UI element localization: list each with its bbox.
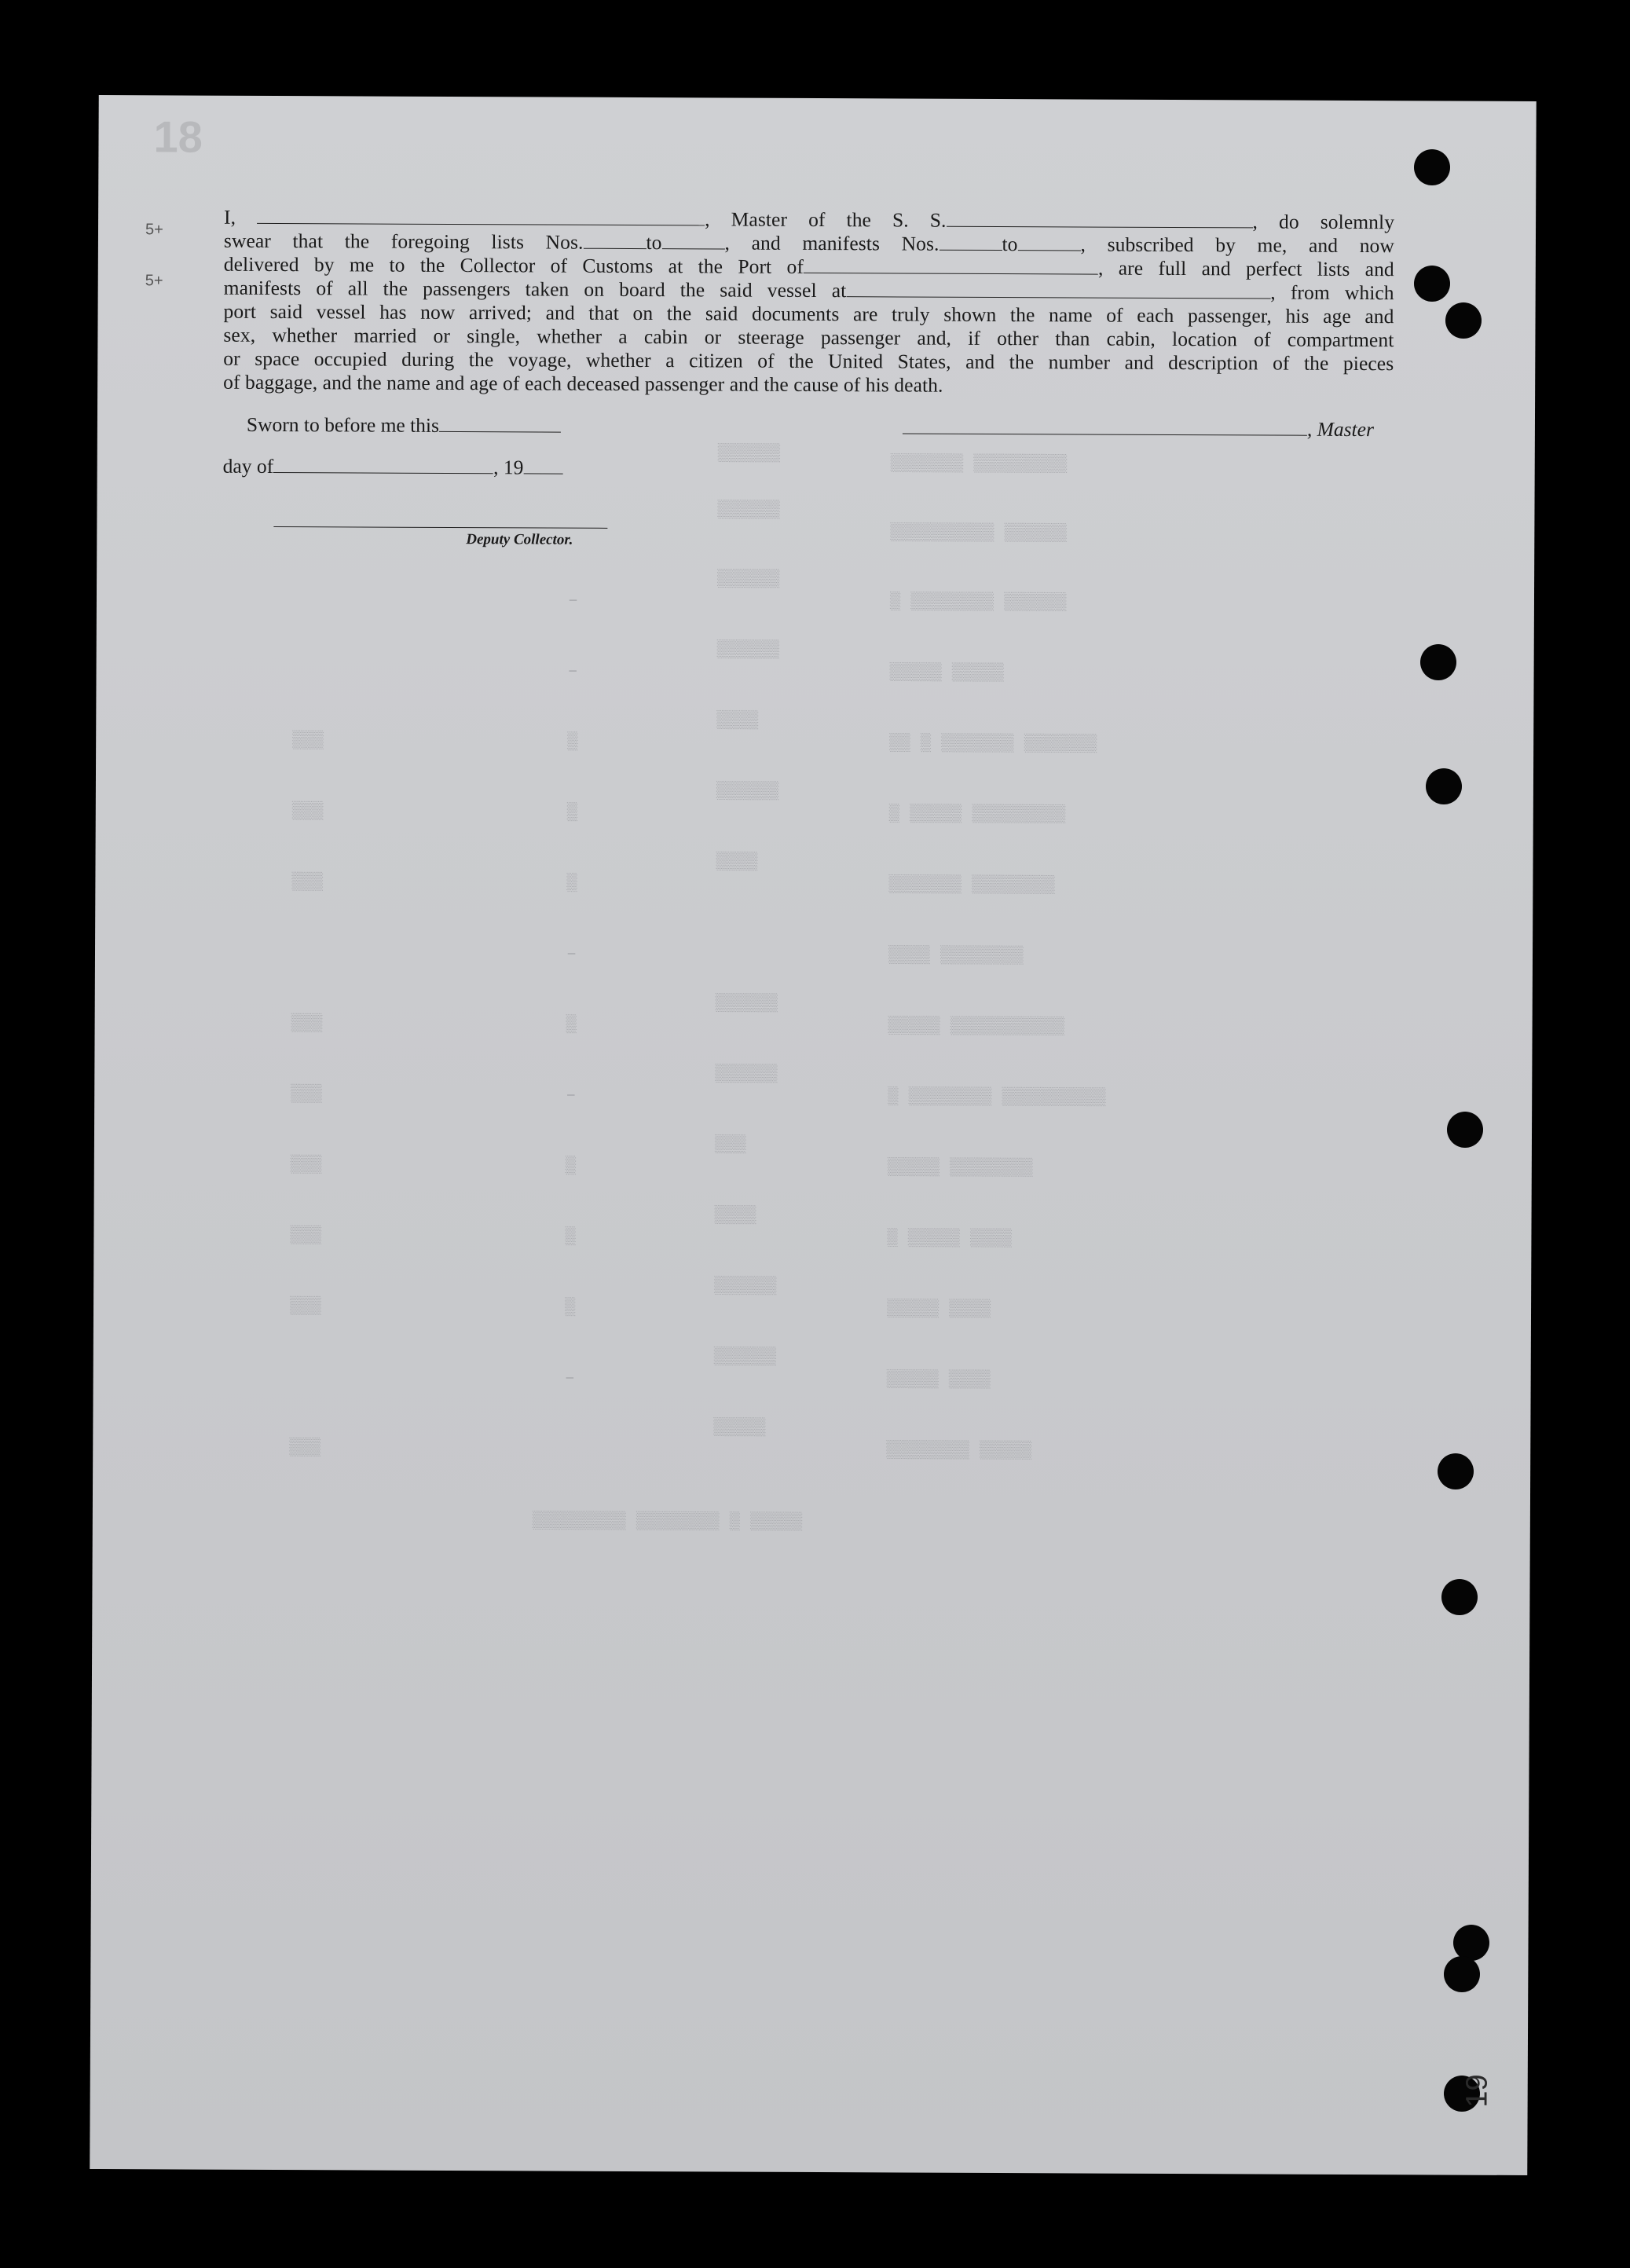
bleed-row: ▒▒▒ (290, 1155, 322, 1175)
bleed-row: ▒▒▒▒ ▒▒▒▒▒ (886, 1299, 991, 1319)
oath-text: , are full and perfect lists and (1097, 256, 1394, 281)
bleed-row: ▒▒▒▒ ▒▒▒▒▒ ▒ (887, 1228, 1012, 1249)
bleed-row: ▒▒▒ (290, 1226, 322, 1246)
oath-text: to (646, 231, 662, 255)
bleed-row: ▒▒▒ (291, 1084, 322, 1105)
bleed-row: ▒ (565, 1156, 577, 1176)
margin-mark: 5+ (145, 221, 163, 239)
bleed-row: ▒▒▒▒▒▒ (716, 639, 779, 660)
master-label: , Master (1306, 417, 1374, 442)
folio-number: 19 (1460, 2074, 1494, 2108)
bleed-row: ▒▒▒▒ (714, 1205, 756, 1226)
bleed-row: ▒▒▒▒▒▒▒▒ ▒▒▒▒▒ (887, 1157, 1033, 1178)
binder-hole (1444, 1956, 1480, 1992)
sworn-line (247, 413, 561, 438)
bleed-row: ▒▒▒▒▒ ▒ ▒▒▒▒▒▒▒▒ ▒▒▒▒▒▒▒▒▒ (532, 1511, 803, 1532)
bleed-row: – (567, 590, 579, 610)
oath-text: delivered by me to the Collector of Customs at the Port of (223, 252, 804, 278)
bleed-row: – (566, 1085, 577, 1105)
bleed-row: ▒▒▒▒▒▒▒▒▒ ▒▒▒▒▒▒▒ (890, 453, 1068, 474)
bleed-row: – (567, 661, 578, 681)
sworn-date-blank (439, 417, 561, 433)
list-from-blank (583, 234, 646, 249)
bleed-row: ▒▒▒ (291, 872, 324, 892)
bleed-row: ▒▒▒▒▒▒ (715, 1064, 778, 1084)
binder-hole (1438, 1453, 1474, 1489)
list-to-blank (662, 234, 725, 249)
bleed-row: ▒▒▒▒▒▒ ▒▒▒▒▒▒▒▒▒▒ (890, 522, 1067, 544)
bleed-row: ▒▒▒ (291, 1013, 323, 1034)
manifest-sheet (90, 95, 1537, 2175)
bleed-row: ▒▒▒▒▒▒ (713, 1347, 777, 1367)
bleed-row: ▒ (566, 1014, 577, 1035)
port-blank (804, 258, 1098, 275)
bleed-row: ▒▒▒▒▒▒ (717, 500, 780, 520)
bleed-row: ▒▒▒ (714, 1134, 746, 1155)
binder-hole (1426, 768, 1462, 804)
bleed-row: ▒▒▒▒▒ ▒▒▒▒▒▒▒▒ (886, 1440, 1032, 1461)
oath-line-5: port said vessel has now arrived; and that on the said documents are truly shown the name of each passenger, his age and (223, 299, 1394, 328)
oath-text: , do solemnly (1252, 210, 1395, 234)
master-signature-blank (903, 419, 1307, 435)
oath-line-6: sex, whether married or single, whether a cabin or steerage passenger and, if other than cabin, location of compartment (223, 323, 1394, 352)
master-name-blank (257, 209, 705, 225)
day-of-label: day of (222, 454, 274, 478)
binder-hole (1445, 302, 1482, 339)
oath-paragraph (223, 206, 1394, 399)
margin-mark: 5+ (145, 272, 163, 290)
bleed-row: ▒▒▒▒▒▒ (717, 443, 781, 463)
bleed-row: ▒▒▒▒▒▒▒▒ ▒▒▒▒▒▒▒ (888, 874, 1055, 896)
bleed-row: ▒▒▒ (291, 801, 324, 822)
oath-text: to (1002, 233, 1018, 256)
bleed-row: ▒▒▒ (289, 1296, 321, 1317)
oath-line-7: or space occupied during the voyage, whether a citizen of the United States, and the number and description of the pieces (223, 346, 1394, 376)
vessel-name-blank (947, 212, 1253, 229)
bleed-row: ▒▒▒▒▒▒▒▒▒▒▒ ▒▒▒▒▒ (888, 1016, 1065, 1037)
bleed-row: ▒▒▒▒▒▒▒▒▒ ▒▒▒▒▒ ▒ (888, 804, 1066, 825)
oath-text: , Master of the S. S. (705, 207, 947, 232)
oath-text: , and manifests Nos. (724, 231, 940, 255)
bleed-row: ▒▒▒▒▒▒ (715, 993, 778, 1013)
bleed-row: ▒▒▒▒▒ ▒▒▒▒▒ (889, 662, 1004, 683)
oath-text: I, (224, 205, 258, 229)
binder-hole (1420, 644, 1456, 680)
month-blank (273, 458, 493, 474)
bleed-row: ▒▒▒▒ ▒▒▒▒▒ (886, 1369, 991, 1390)
bleed-row: ▒▒▒▒ (716, 852, 758, 872)
bleed-row: ▒▒▒▒▒▒ ▒▒▒▒▒▒▒▒ ▒ (889, 592, 1067, 613)
bleed-row: ▒ (566, 873, 577, 893)
deputy-signature-line (273, 526, 607, 529)
sworn-prefix: Sworn to before me this (246, 412, 440, 437)
binder-hole (1414, 266, 1450, 302)
bleed-row: ▒▒▒ (289, 1438, 321, 1458)
bleed-row: ▒▒▒▒▒ (713, 1417, 766, 1438)
manifest-to-blank (1017, 236, 1080, 251)
oath-text: swear that the foregoing lists Nos. (223, 229, 584, 254)
deputy-collector-label: Deputy Collector. (466, 531, 573, 548)
bleed-row: ▒▒▒▒▒▒▒▒ ▒▒▒▒ (888, 945, 1024, 966)
bleed-row: ▒▒▒▒ (716, 710, 759, 731)
binder-hole (1441, 1579, 1478, 1615)
bleed-row: ▒▒▒▒▒▒ (714, 1276, 777, 1296)
bleed-page-number: 18 (153, 112, 203, 162)
manifest-from-blank (939, 236, 1002, 251)
bleed-row: – (564, 1368, 575, 1388)
oath-text: manifests of all the passengers taken on board the said vessel at (223, 276, 847, 302)
bleed-row: ▒▒▒▒▒▒ (717, 569, 780, 589)
day-of-line (223, 455, 563, 480)
master-signature-line (903, 416, 1394, 442)
bleed-row: ▒ (564, 1297, 576, 1317)
year-label: , 19 (493, 456, 524, 479)
binder-hole (1414, 149, 1450, 185)
year-blank (523, 459, 562, 474)
bleed-row: ▒ (566, 802, 578, 823)
bleed-row: ▒▒▒▒▒▒▒▒▒▒ ▒▒▒▒▒▒▒▒ ▒ (888, 1086, 1106, 1108)
oath-text: , from which (1270, 280, 1394, 305)
bleed-row: ▒ (565, 1226, 576, 1247)
departure-port-blank (846, 282, 1270, 299)
binder-hole (1447, 1112, 1483, 1148)
bleed-row: ▒▒▒▒▒▒▒ ▒▒▒▒▒▒▒ ▒ ▒▒ (889, 733, 1097, 754)
bleed-row: ▒▒▒▒▒▒ (716, 781, 779, 801)
binder-hole (1453, 1925, 1489, 1961)
oath-line-8: of baggage, and the name and age of each deceased passenger and the cause of his death. (223, 370, 943, 397)
oath-text: , subscribed by me, and now (1080, 233, 1395, 258)
bleed-row: – (566, 943, 577, 964)
bleed-row: ▒▒▒ (292, 731, 324, 751)
bleed-row: ▒ (567, 731, 578, 752)
